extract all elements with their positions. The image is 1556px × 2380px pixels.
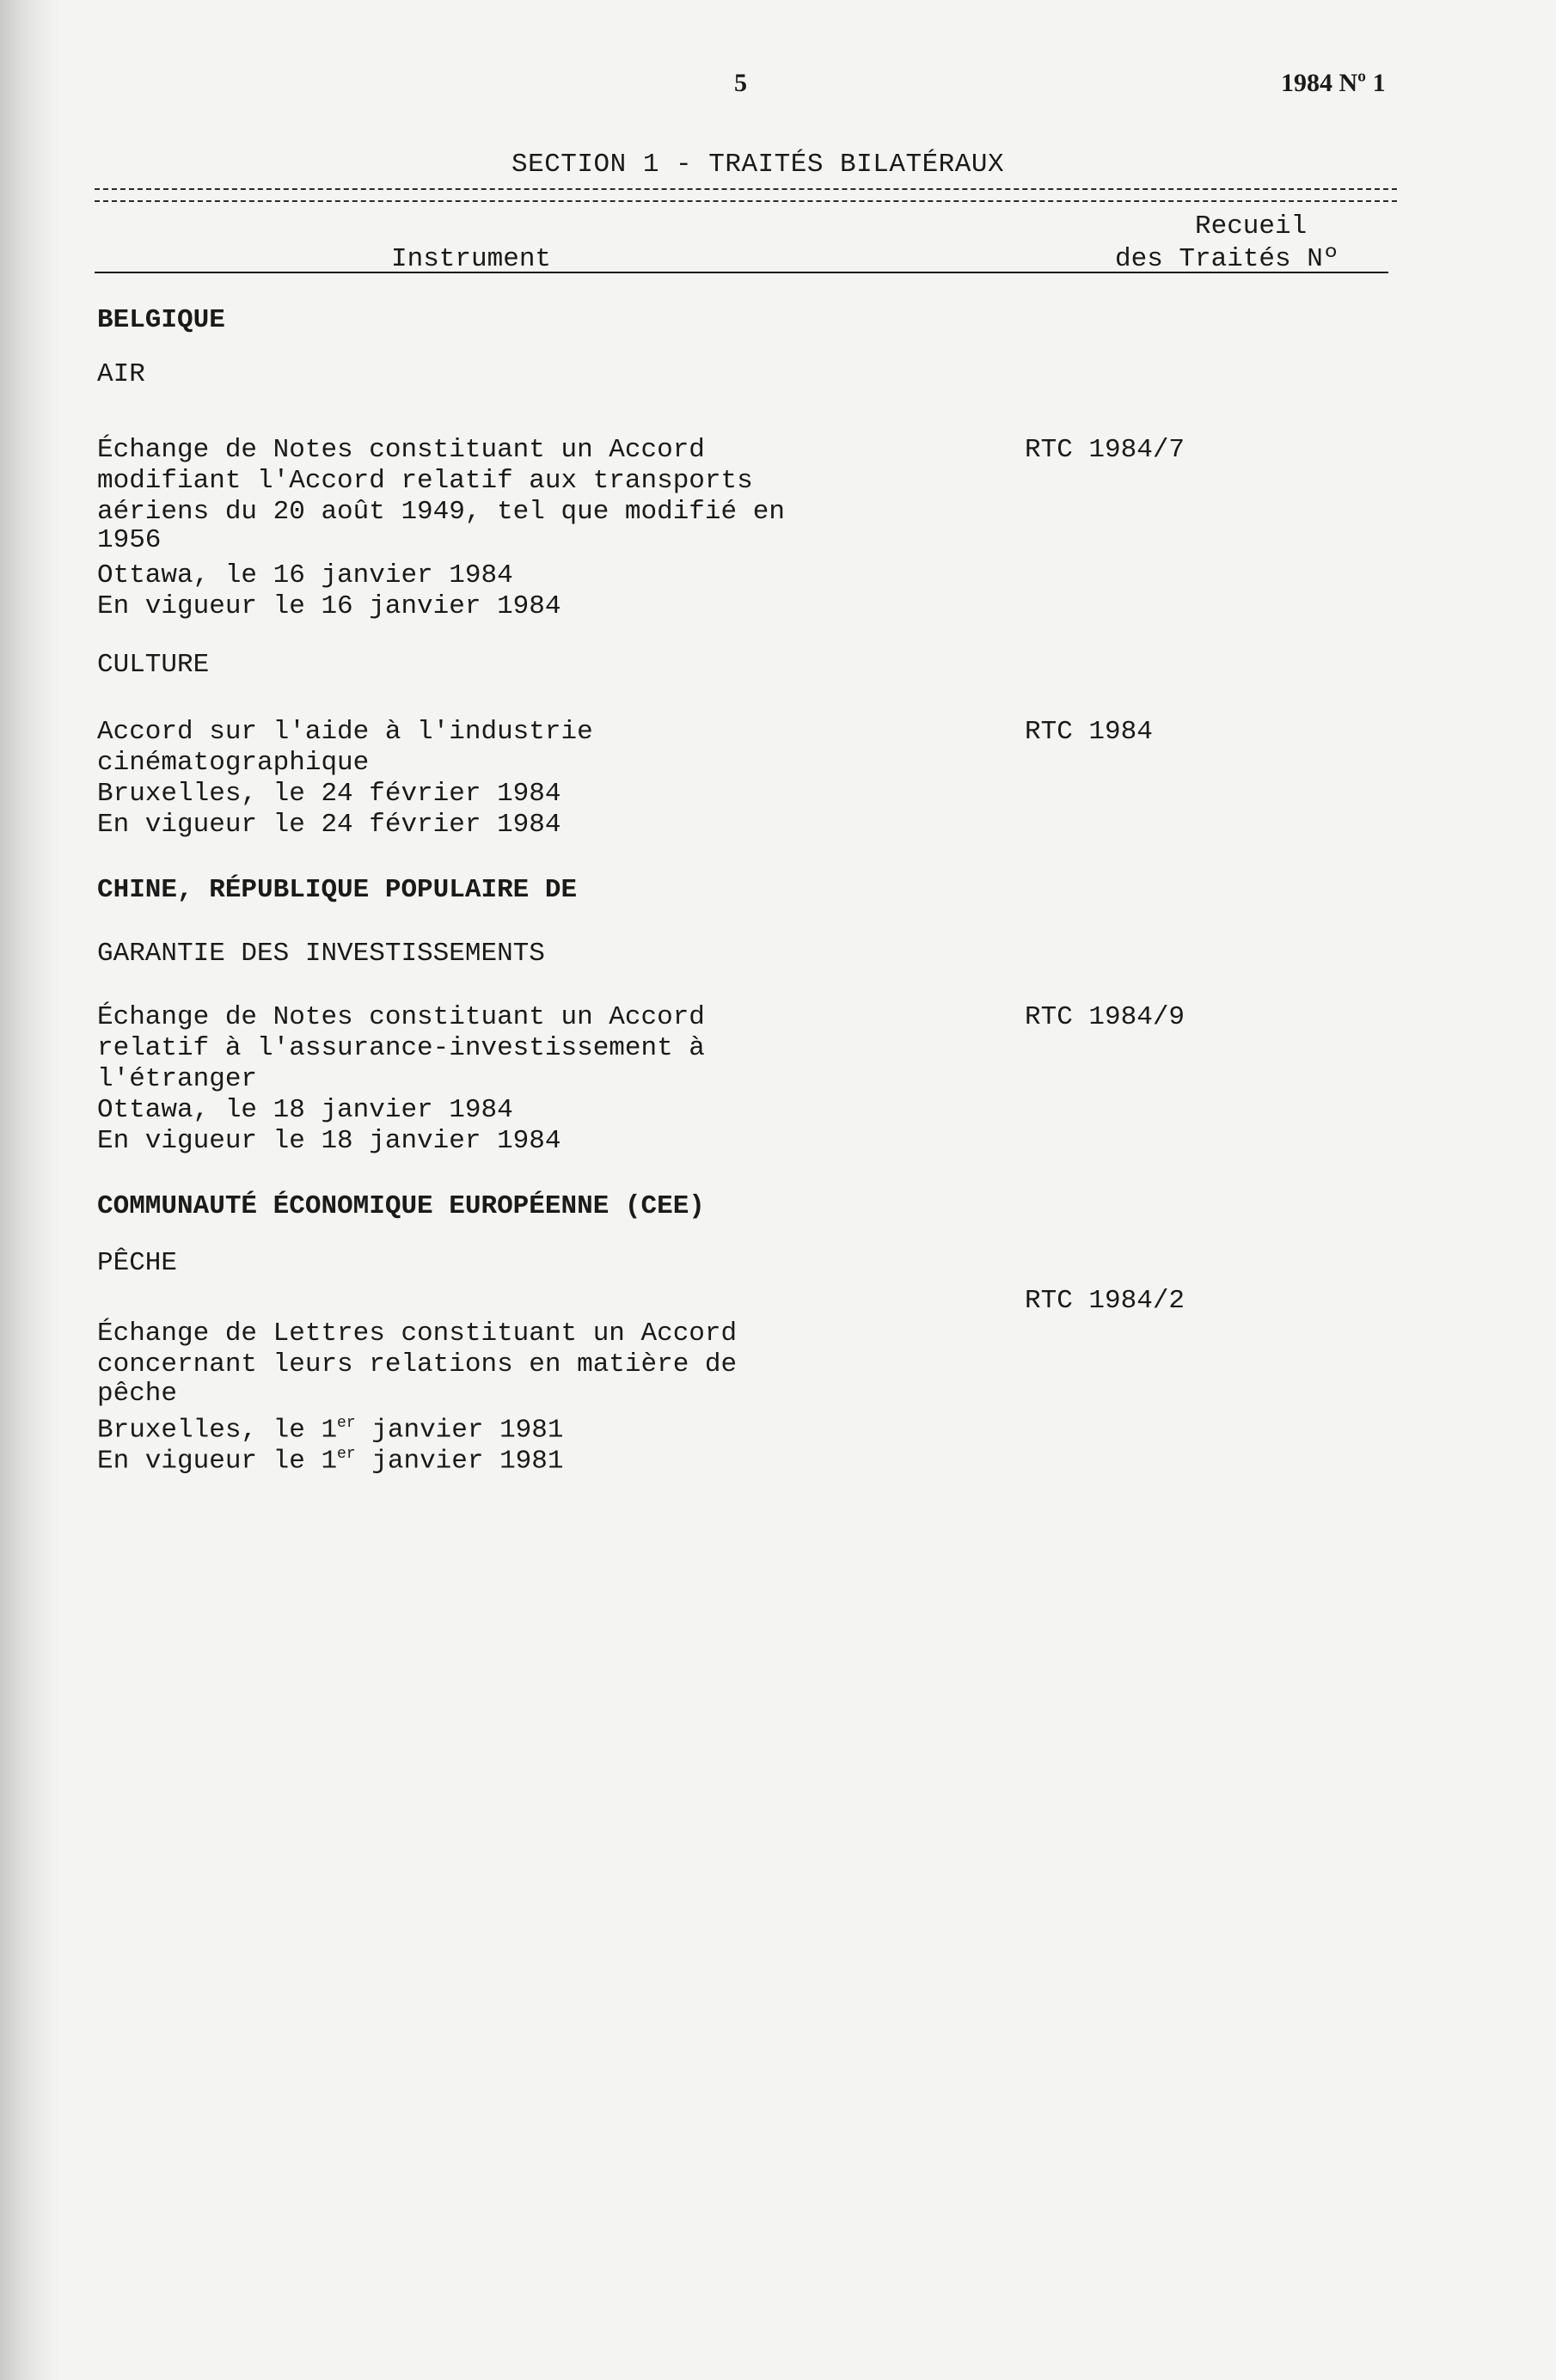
entry-place-date: Ottawa, le 16 janvier 1984 [97, 560, 513, 590]
entry-line: cinématographique [97, 748, 370, 778]
entry-line: Échange de Lettres constituant un Accord [97, 1318, 738, 1349]
entry-line: Échange de Notes constituant un Accord [97, 1002, 705, 1032]
binding-shadow [0, 0, 60, 2380]
entry-in-force: En vigueur le 16 janvier 1984 [97, 591, 561, 621]
category-heading-culture: CULTURE [97, 650, 210, 680]
page-number: 5 [734, 69, 747, 97]
treaty-reference: RTC 1984 [1025, 717, 1153, 747]
bleed-through-text [481, 172, 1186, 1719]
column-header-recueil: Recueil [1195, 211, 1308, 242]
double-rule-divider [95, 188, 1397, 202]
entry-in-force: En vigueur le 18 janvier 1984 [97, 1126, 561, 1156]
entry-line: concernant leurs relations en matière de [97, 1349, 738, 1380]
entry-place-date: Bruxelles, le 1er janvier 1981 [97, 1415, 564, 1446]
country-heading-chine: CHINE, RÉPUBLIQUE POPULAIRE DE [97, 875, 578, 905]
section-title: SECTION 1 - TRAITÉS BILATÉRAUX [512, 150, 1005, 180]
entry-line: modifiant l'Accord relatif aux transports [97, 466, 753, 496]
country-heading-cee: COMMUNAUTÉ ÉCONOMIQUE EUROPÉENNE (CEE) [97, 1191, 705, 1221]
entry-line: relatif à l'assurance-investissement à [97, 1033, 705, 1063]
header-rule [95, 272, 1388, 273]
entry-in-force: En vigueur le 1er janvier 1981 [97, 1446, 564, 1477]
entry-line: Accord sur l'aide à l'industrie [97, 717, 593, 747]
entry-line: aériens du 20 août 1949, tel que modifié en [97, 497, 785, 527]
category-heading-investissements: GARANTIE DES INVESTISSEMENTS [97, 939, 545, 969]
category-heading-air: AIR [97, 359, 145, 389]
entry-line: l'étranger [97, 1064, 258, 1094]
entry-place-date: Bruxelles, le 24 février 1984 [97, 779, 561, 809]
column-header-traites: des Traités Nº [1115, 244, 1339, 274]
entry-place-date: Ottawa, le 18 janvier 1984 [97, 1095, 513, 1125]
country-heading-belgique: BELGIQUE [97, 305, 225, 335]
issue-reference: 1984 Nº 1 [1281, 69, 1386, 97]
entry-in-force: En vigueur le 24 février 1984 [97, 810, 561, 840]
treaty-reference: RTC 1984/9 [1025, 1002, 1185, 1032]
category-heading-peche: PÊCHE [97, 1248, 178, 1278]
treaty-reference: RTC 1984/7 [1025, 435, 1185, 465]
column-header-instrument: Instrument [391, 244, 552, 274]
entry-line: 1956 [97, 525, 162, 555]
entry-line: Échange de Notes constituant un Accord [97, 435, 705, 465]
entry-line: pêche [97, 1379, 178, 1409]
treaty-reference: RTC 1984/2 [1025, 1286, 1185, 1316]
